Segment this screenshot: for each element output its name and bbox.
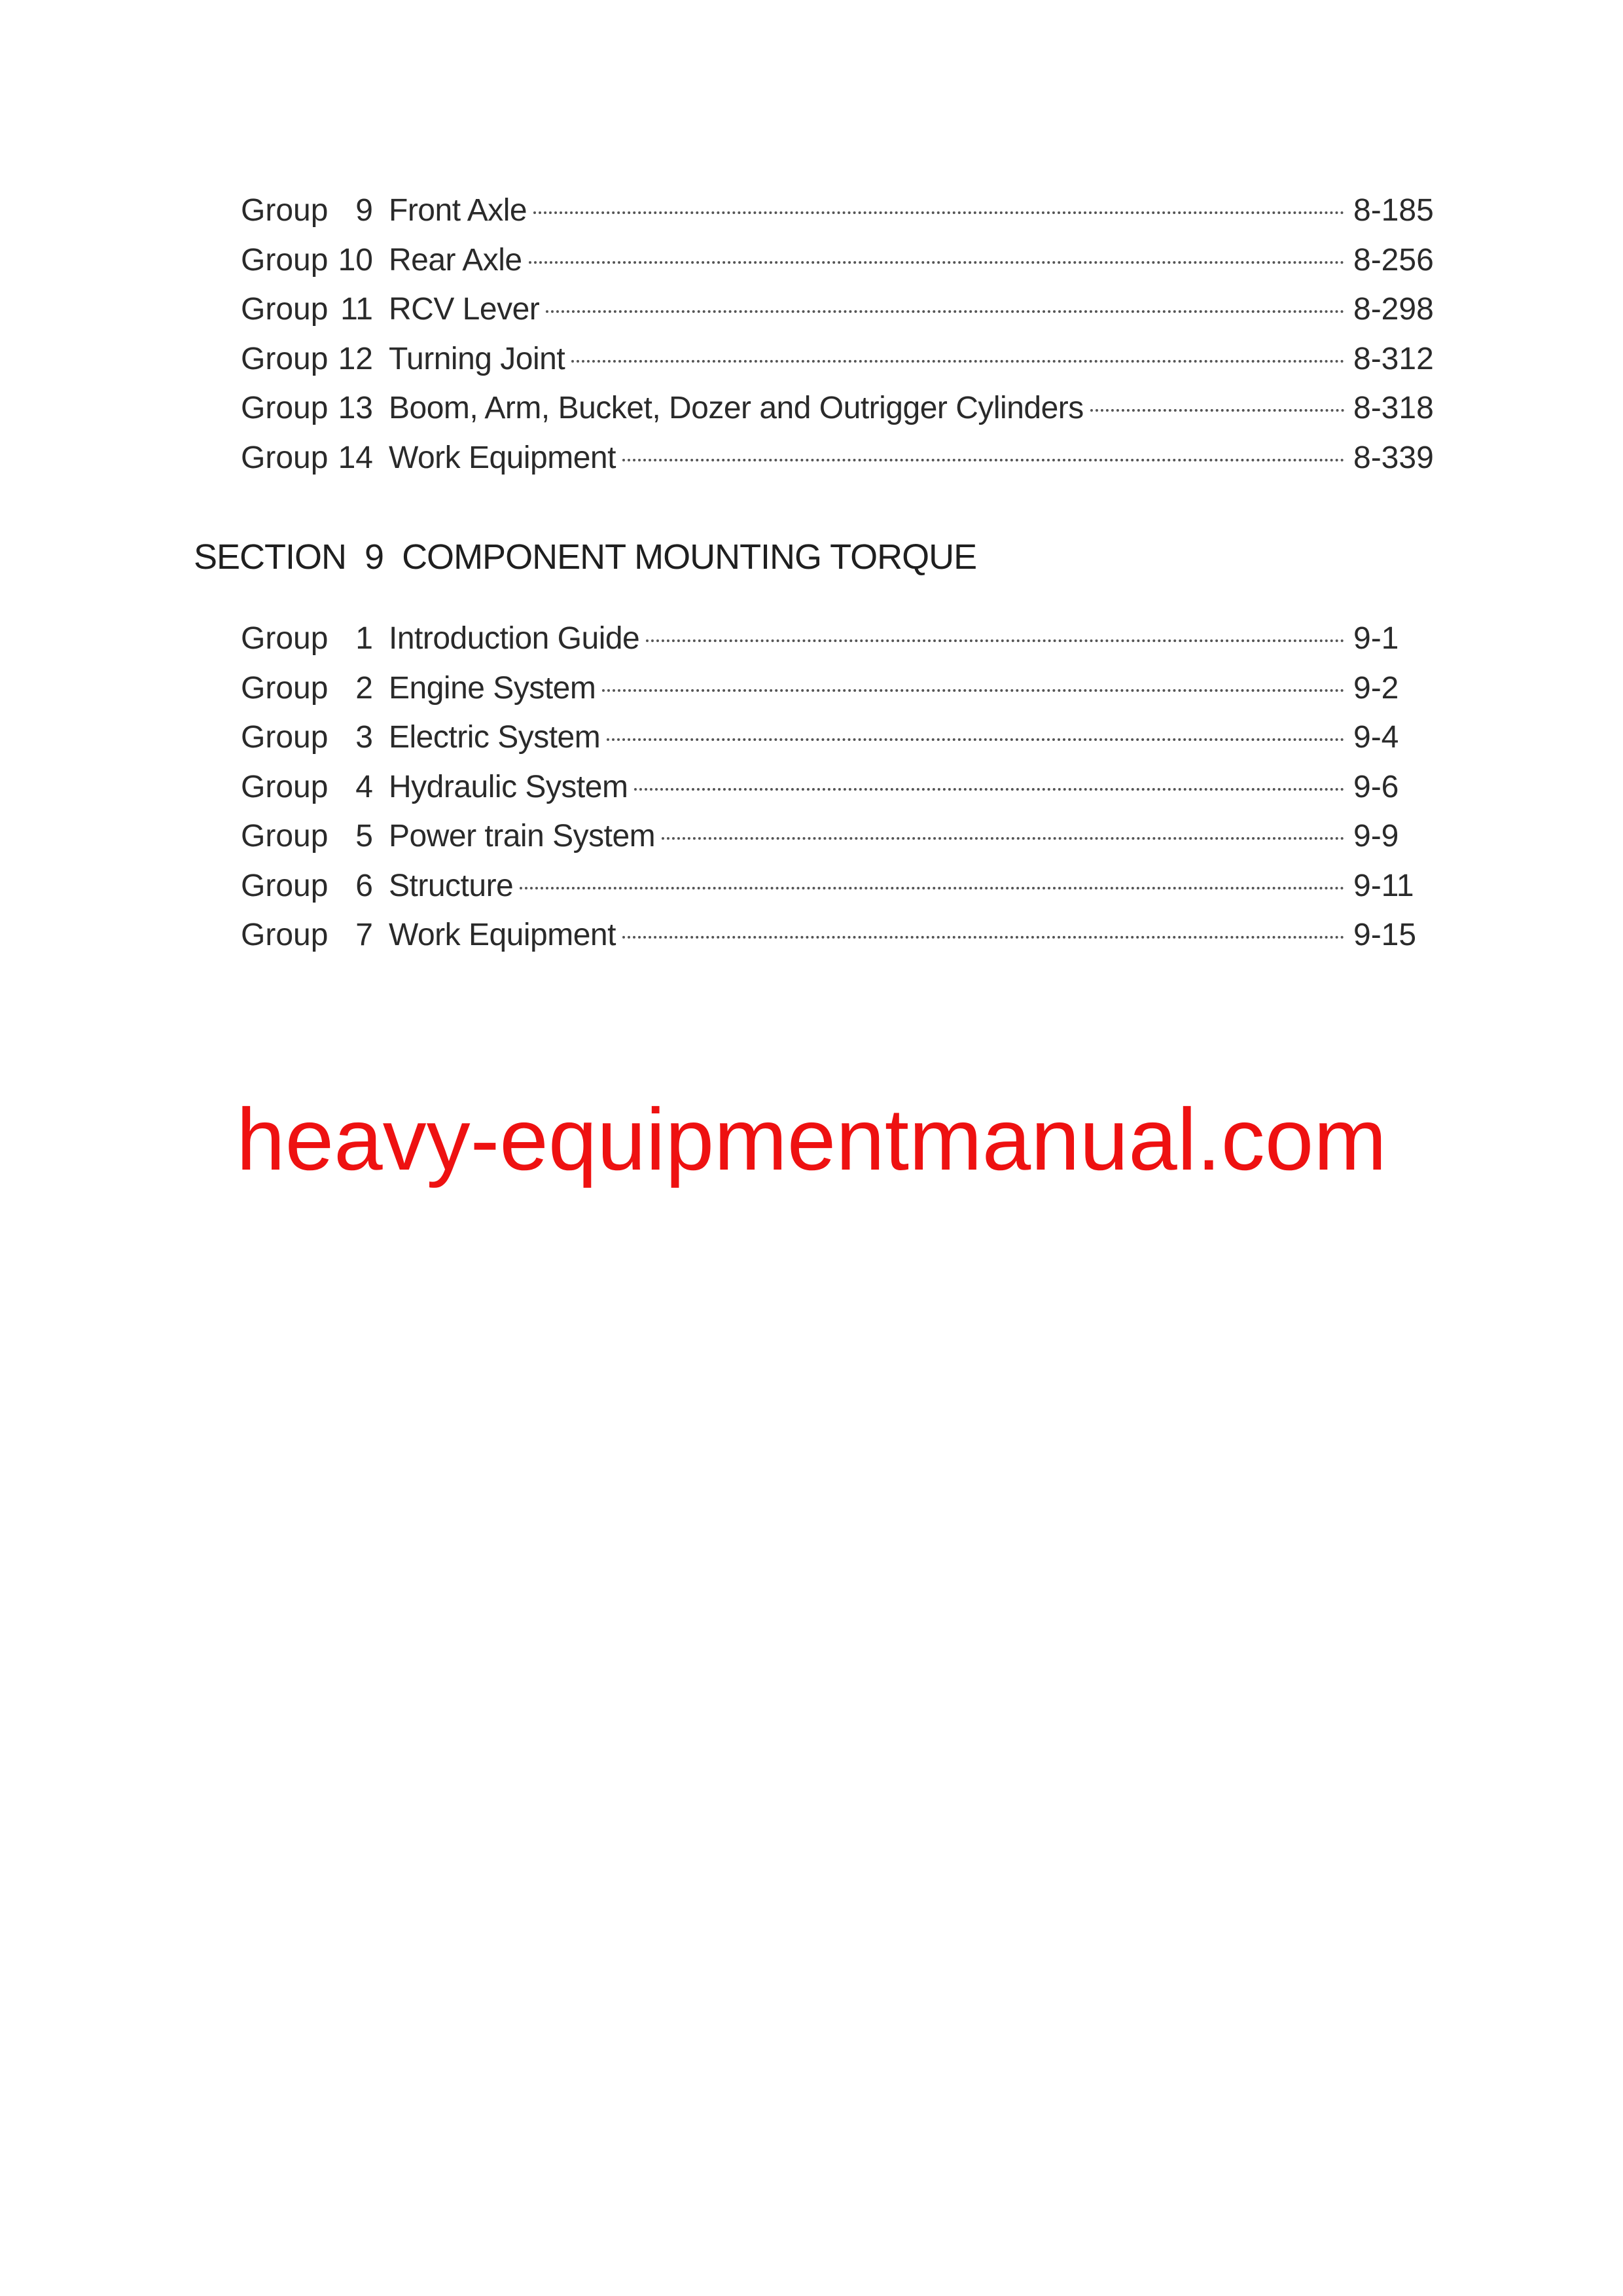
group-word: Group	[241, 621, 329, 656]
group-title: Front Axle	[389, 193, 527, 228]
group-title: Boom, Arm, Bucket, Dozer and Outrigger Cylinders	[389, 391, 1084, 425]
group-number: 9	[355, 193, 373, 228]
watermark-text: heavy-equipmentmanual.com	[236, 1091, 1387, 1189]
group-word: Group	[241, 918, 329, 952]
toc-row[interactable]	[241, 614, 1431, 664]
dot-leader	[662, 837, 1344, 840]
group-number: 12	[338, 341, 373, 376]
toc-list-section-9	[241, 614, 1431, 960]
dot-leader	[607, 738, 1344, 741]
toc-row[interactable]	[241, 236, 1434, 285]
group-number: 5	[355, 819, 373, 853]
page-reference: 9-2	[1353, 670, 1399, 706]
group-number: 11	[340, 292, 373, 327]
group-word: Group	[241, 720, 329, 755]
group-title: Engine System	[389, 670, 596, 706]
group-title: Power train System	[389, 819, 656, 853]
group-word: Group	[241, 769, 329, 804]
page-reference: 9-6	[1353, 769, 1399, 804]
toc-row[interactable]	[241, 384, 1434, 433]
group-word: Group	[241, 391, 329, 425]
dot-leader	[622, 936, 1344, 939]
page-reference: 8-256	[1353, 242, 1434, 278]
page-reference: 8-298	[1353, 292, 1434, 327]
toc-row[interactable]	[241, 910, 1431, 960]
group-word: Group	[241, 440, 329, 475]
group-number: 10	[338, 242, 373, 278]
page-reference: 8-339	[1353, 440, 1434, 475]
group-number: 13	[338, 391, 373, 425]
page-reference: 9-1	[1353, 621, 1399, 656]
page-reference: 8-312	[1353, 341, 1434, 376]
group-title: Electric System	[389, 720, 601, 755]
page-reference: 9-11	[1353, 868, 1414, 903]
dot-leader	[533, 211, 1344, 214]
dot-leader	[1090, 409, 1344, 412]
group-word: Group	[241, 292, 329, 327]
group-word: Group	[241, 193, 329, 228]
dot-leader	[602, 689, 1344, 692]
dot-leader	[529, 261, 1344, 264]
dot-leader	[634, 788, 1344, 791]
group-title: Hydraulic System	[389, 769, 628, 804]
toc-row[interactable]	[241, 186, 1434, 236]
group-number: 1	[355, 621, 373, 656]
group-word: Group	[241, 242, 329, 278]
toc-row[interactable]	[241, 713, 1431, 762]
toc-row[interactable]	[241, 664, 1431, 713]
group-number: 7	[355, 918, 373, 952]
group-number: 14	[338, 440, 373, 475]
group-word: Group	[241, 819, 329, 853]
toc-row[interactable]	[241, 812, 1431, 861]
dot-leader	[646, 639, 1344, 642]
group-title: RCV Lever	[389, 292, 540, 327]
toc-row[interactable]	[241, 433, 1434, 483]
group-title: Rear Axle	[389, 242, 522, 278]
section-heading: SECTION 9 COMPONENT MOUNTING TORQUE	[194, 537, 977, 577]
group-title: Work Equipment	[389, 440, 616, 475]
page-reference: 8-318	[1353, 391, 1434, 425]
toc-list-section-8	[241, 186, 1434, 482]
page-reference: 9-15	[1353, 918, 1417, 952]
dot-leader	[546, 310, 1344, 313]
group-title: Turning Joint	[389, 341, 565, 376]
dot-leader	[571, 360, 1344, 363]
toc-row[interactable]	[241, 334, 1434, 384]
group-number: 6	[355, 868, 373, 903]
toc-row[interactable]	[241, 861, 1431, 911]
toc-row[interactable]	[241, 285, 1434, 334]
page-reference: 9-9	[1353, 819, 1399, 853]
group-title: Introduction Guide	[389, 621, 640, 656]
group-number: 3	[355, 720, 373, 755]
page-reference: 9-4	[1353, 720, 1399, 755]
group-title: Work Equipment	[389, 918, 616, 952]
toc-row[interactable]	[241, 762, 1431, 812]
group-title: Structure	[389, 868, 514, 903]
dot-leader	[520, 887, 1344, 889]
group-number: 2	[355, 670, 373, 706]
group-number: 4	[355, 769, 373, 804]
group-word: Group	[241, 670, 329, 706]
dot-leader	[622, 459, 1344, 461]
group-word: Group	[241, 341, 329, 376]
page-reference: 8-185	[1353, 193, 1434, 228]
group-word: Group	[241, 868, 329, 903]
